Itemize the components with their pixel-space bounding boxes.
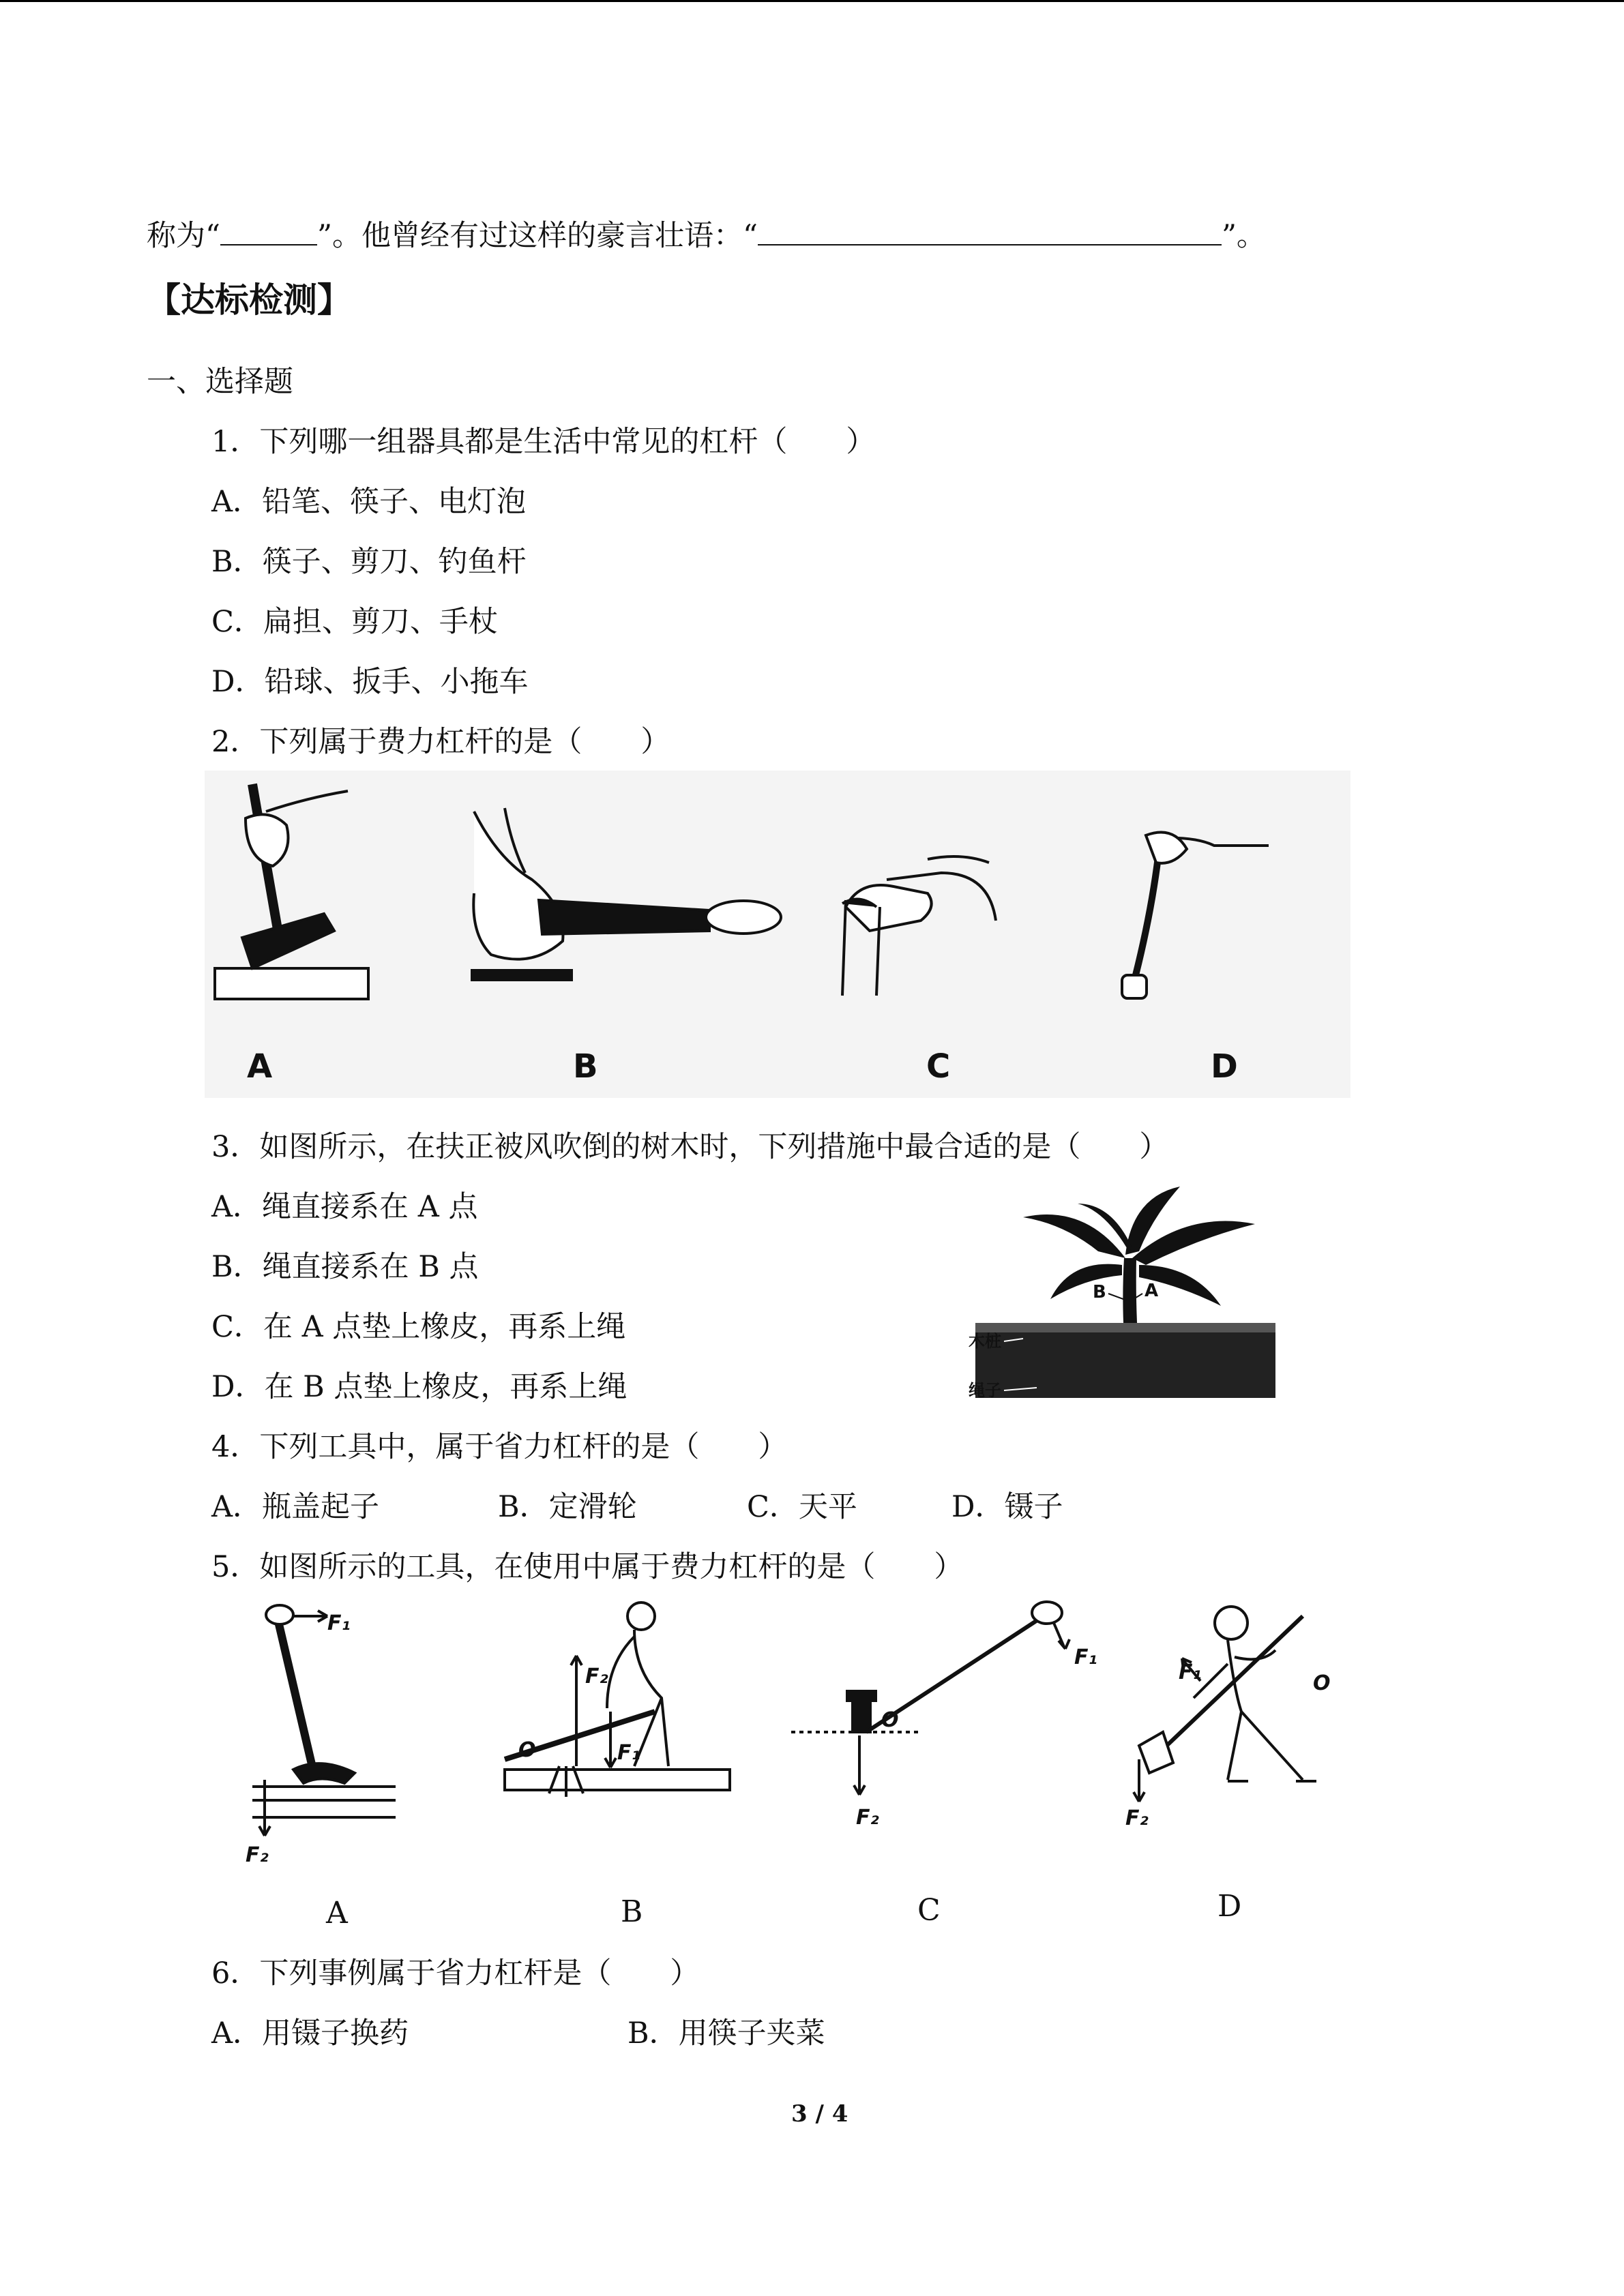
- q5-figure: [225, 1596, 1371, 1937]
- q5b-f1: F₁: [617, 1741, 640, 1765]
- q5b-pivot: O: [518, 1738, 536, 1762]
- q2-figure: [205, 771, 1350, 1098]
- q5-label-b: B: [621, 1894, 643, 1929]
- q5-claw-hammer-illustration: [252, 1605, 396, 1836]
- q3-option-b[interactable]: B．绳直接系在 B 点: [211, 1250, 479, 1284]
- q2-stem: 2．下列属于费力杠杆的是（ ）: [211, 725, 670, 759]
- q5-spike-puller-illustration: [791, 1602, 1069, 1795]
- q2-label-d: D: [1211, 1047, 1238, 1086]
- q3-option-c[interactable]: C．在 A 点垫上橡皮，再系上绳: [211, 1310, 626, 1344]
- q5c-pivot: O: [881, 1708, 899, 1732]
- q5b-f2: F₂: [585, 1665, 608, 1688]
- answer-blank-2[interactable]: [758, 214, 1222, 245]
- q1-option-c[interactable]: C．扁担、剪刀、手杖: [211, 605, 498, 639]
- intro-line: [147, 214, 1266, 256]
- q5-shovel-worker-illustration: [1134, 1607, 1316, 1802]
- q2-label-b: B: [573, 1047, 598, 1086]
- q5-crowbar-worker-illustration: [505, 1602, 730, 1797]
- q3-stem: 3．如图所示，在扶正被风吹倒的树木时，下列措施中最合适的是（ ）: [211, 1130, 1169, 1164]
- q1-option-d[interactable]: D．铅球、扳手、小拖车: [211, 665, 529, 699]
- q6-stem: 6．下列事例属于省力杠杆是（ ）: [211, 1956, 700, 1991]
- q3-label-stake: 木桩: [969, 1332, 1001, 1351]
- q3-label-rope: 绳子: [969, 1381, 1001, 1400]
- page-number: 3 / 4: [791, 2100, 848, 2128]
- q4-option-d[interactable]: D．镊子: [951, 1490, 1063, 1524]
- q3-label-a: A: [1145, 1281, 1159, 1301]
- q2-label-c: C: [926, 1047, 951, 1086]
- q3-tree-figure: [969, 1183, 1282, 1401]
- q3-option-d[interactable]: D．在 B 点垫上橡皮，再系上绳: [211, 1370, 628, 1404]
- q5c-f1: F₁: [1074, 1645, 1097, 1669]
- q1-option-b[interactable]: B．筷子、剪刀、钓鱼杆: [211, 545, 527, 579]
- q5-label-d: D: [1217, 1889, 1242, 1924]
- page-top-border: [0, 0, 1624, 2]
- q5a-f2: F₂: [246, 1843, 269, 1867]
- q3-label-b: B: [1093, 1282, 1106, 1302]
- q1-option-a[interactable]: A．铅笔、筷子、电灯泡: [211, 485, 527, 519]
- tree-canopy: [1023, 1187, 1255, 1306]
- q5d-pivot: O: [1313, 1671, 1331, 1695]
- q5-label-a: A: [326, 1896, 348, 1930]
- q5d-f1: F₁: [1179, 1660, 1202, 1684]
- q3-option-a[interactable]: A．绳直接系在 A 点: [211, 1190, 478, 1224]
- q5-stem: 5．如图所示的工具，在使用中属于费力杠杆的是（ ）: [211, 1550, 964, 1584]
- q4-stem: 4．下列工具中，属于省力杠杆的是（ ）: [211, 1430, 788, 1464]
- answer-blank-1[interactable]: [220, 214, 317, 245]
- q4-option-b[interactable]: B．定滑轮: [498, 1490, 637, 1524]
- intro-prefix: 称为“: [147, 219, 220, 253]
- intro-suffix: ”。: [1221, 219, 1266, 253]
- section-heading: 【达标检测】: [147, 280, 351, 320]
- q5d-f2: F₂: [1125, 1806, 1149, 1830]
- q5-label-c: C: [917, 1893, 941, 1928]
- q5c-f2: F₂: [856, 1806, 879, 1830]
- q4-option-c[interactable]: C．天平: [747, 1490, 857, 1524]
- part-title: 一、选择题: [147, 365, 293, 399]
- intro-middle: ”。他曾经有过这样的豪言壮语：“: [316, 219, 758, 253]
- q5a-f1: F₁: [327, 1611, 351, 1635]
- q6-option-b[interactable]: B．用筷子夹菜: [628, 2016, 825, 2051]
- ground: [975, 1323, 1275, 1398]
- q6-option-a[interactable]: A．用镊子换药: [211, 2016, 409, 2051]
- q2-label-a: A: [247, 1047, 273, 1086]
- q1-stem: 1．下列哪一组器具都是生活中常见的杠杆（ ）: [211, 425, 876, 459]
- q4-option-a[interactable]: A．瓶盖起子: [211, 1490, 380, 1524]
